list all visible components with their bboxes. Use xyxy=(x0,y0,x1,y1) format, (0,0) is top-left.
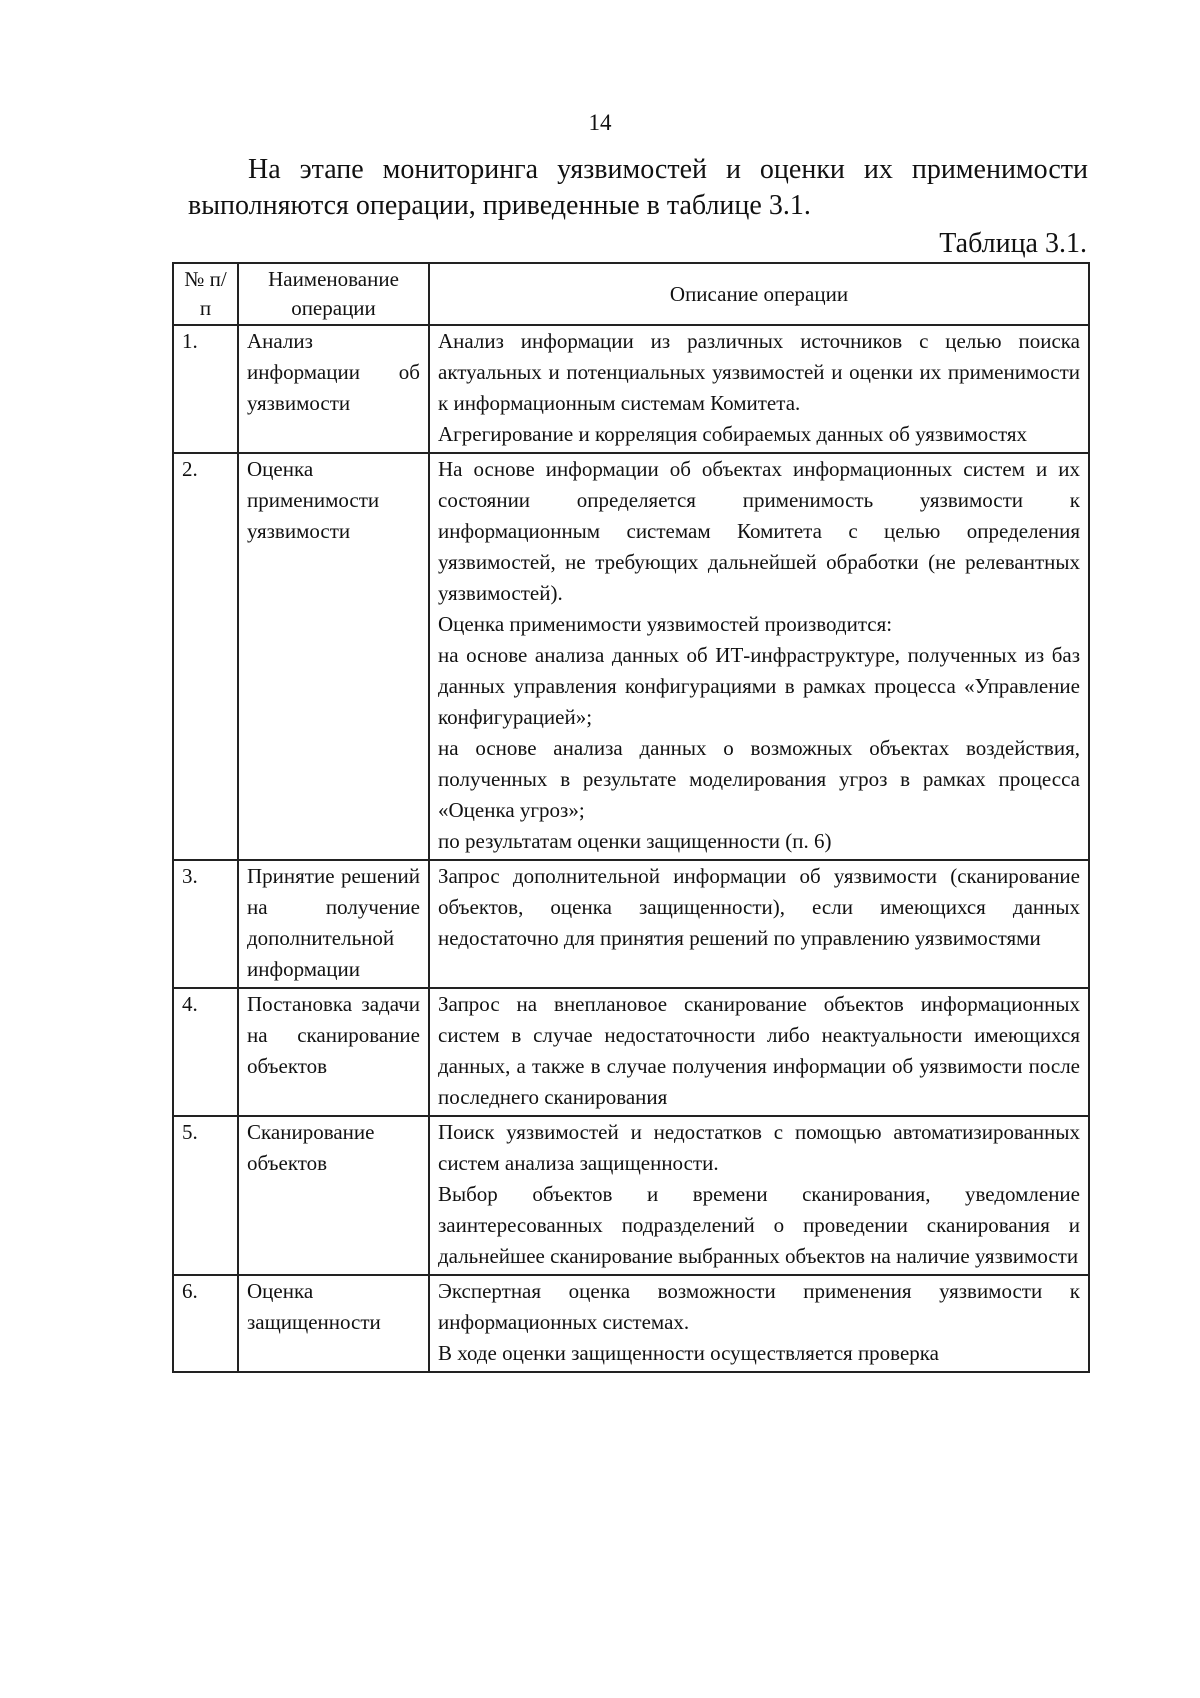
operation-name: Принятие решений на получение дополнительной информации xyxy=(238,860,429,988)
operation-description xyxy=(429,860,1089,988)
table-caption: Таблица 3.1. xyxy=(939,228,1087,259)
description-paragraph: Запрос на внеплановое сканирование объектов информационных систем в случае недостаточности либо неактуальности имеющихся данных, а также в случае получения информации об уязвимости после последнего сканирования xyxy=(438,992,1080,1109)
description-paragraph: Оценка применимости уязвимостей производится: xyxy=(438,612,893,636)
operation-description xyxy=(429,453,1089,860)
table-row xyxy=(173,1116,1089,1275)
table-row xyxy=(173,325,1089,453)
row-number: 6. xyxy=(173,1275,238,1372)
intro-paragraph: На этапе мониторинга уязвимостей и оценки их применимости выполняются операции, приведенные в таблице 3.1. xyxy=(188,154,1088,221)
description-paragraph: На основе информации об объектах информационных систем и их состоянии определяется применимость уязвимости к информационным системам Комитета с целью определения уязвимостей, не требующих дальнейшей обработки (не релевантных уязвимостей). xyxy=(438,457,1080,605)
operations-table xyxy=(172,262,1090,1373)
description-paragraph: по результатам оценки защищенности (п. 6) xyxy=(438,829,832,853)
operation-name: Оценка защищенности xyxy=(238,1275,429,1372)
description-paragraph: Выбор объектов и времени сканирования, уведомление заинтересованных подразделений о проведении сканирования и дальнейшее сканирование выбранных объектов на наличие уязвимости xyxy=(438,1182,1080,1268)
table-row xyxy=(173,988,1089,1116)
header-description: Описание операции xyxy=(429,263,1089,325)
table-row xyxy=(173,453,1089,860)
row-number: 4. xyxy=(173,988,238,1116)
description-paragraph: Анализ информации из различных источников с целью поиска актуальных и потенциальных уязвимостей и оценки их применимости к информационным системам Комитета. xyxy=(438,329,1080,415)
operation-name: Оценка применимости уязвимости xyxy=(238,453,429,860)
row-number: 3. xyxy=(173,860,238,988)
header-number: № п/п xyxy=(173,263,238,325)
table-row xyxy=(173,1275,1089,1372)
description-paragraph: Поиск уязвимостей и недостатков с помощью автоматизированных систем анализа защищенности. xyxy=(438,1120,1080,1175)
row-number: 1. xyxy=(173,325,238,453)
header-name: Наименование операции xyxy=(238,263,429,325)
operation-description xyxy=(429,1116,1089,1275)
page-number: 14 xyxy=(588,110,612,135)
table-row xyxy=(173,860,1089,988)
table-body xyxy=(173,325,1089,1372)
operation-name: Анализ информации об уязвимости xyxy=(238,325,429,453)
operation-name: Постановка задачи на сканирование объектов xyxy=(238,988,429,1116)
row-number: 2. xyxy=(173,453,238,860)
operation-description xyxy=(429,325,1089,453)
description-paragraph: В ходе оценки защищенности осуществляется проверка xyxy=(438,1341,939,1365)
operation-name: Сканирование объектов xyxy=(238,1116,429,1275)
operation-description xyxy=(429,1275,1089,1372)
description-paragraph: на основе анализа данных об ИТ-инфраструктуре, полученных из баз данных управления конфигурациями в рамках процесса «Управление конфигурацией»; xyxy=(438,643,1080,729)
operation-description xyxy=(429,988,1089,1116)
description-paragraph: Экспертная оценка возможности применения уязвимости к информационных системах. xyxy=(438,1279,1080,1334)
row-number: 5. xyxy=(173,1116,238,1275)
description-paragraph: Агрегирование и корреляция собираемых данных об уязвимостях xyxy=(438,422,1028,446)
table-header-row xyxy=(173,263,1089,325)
description-paragraph: на основе анализа данных о возможных объектах воздействия, полученных в результате моделирования угроз в рамках процесса «Оценка угроз»; xyxy=(438,736,1080,822)
description-paragraph: Запрос дополнительной информации об уязвимости (сканирование объектов, оценка защищенности), если имеющихся данных недостаточно для принятия решений по управлению уязвимостями xyxy=(438,864,1080,950)
